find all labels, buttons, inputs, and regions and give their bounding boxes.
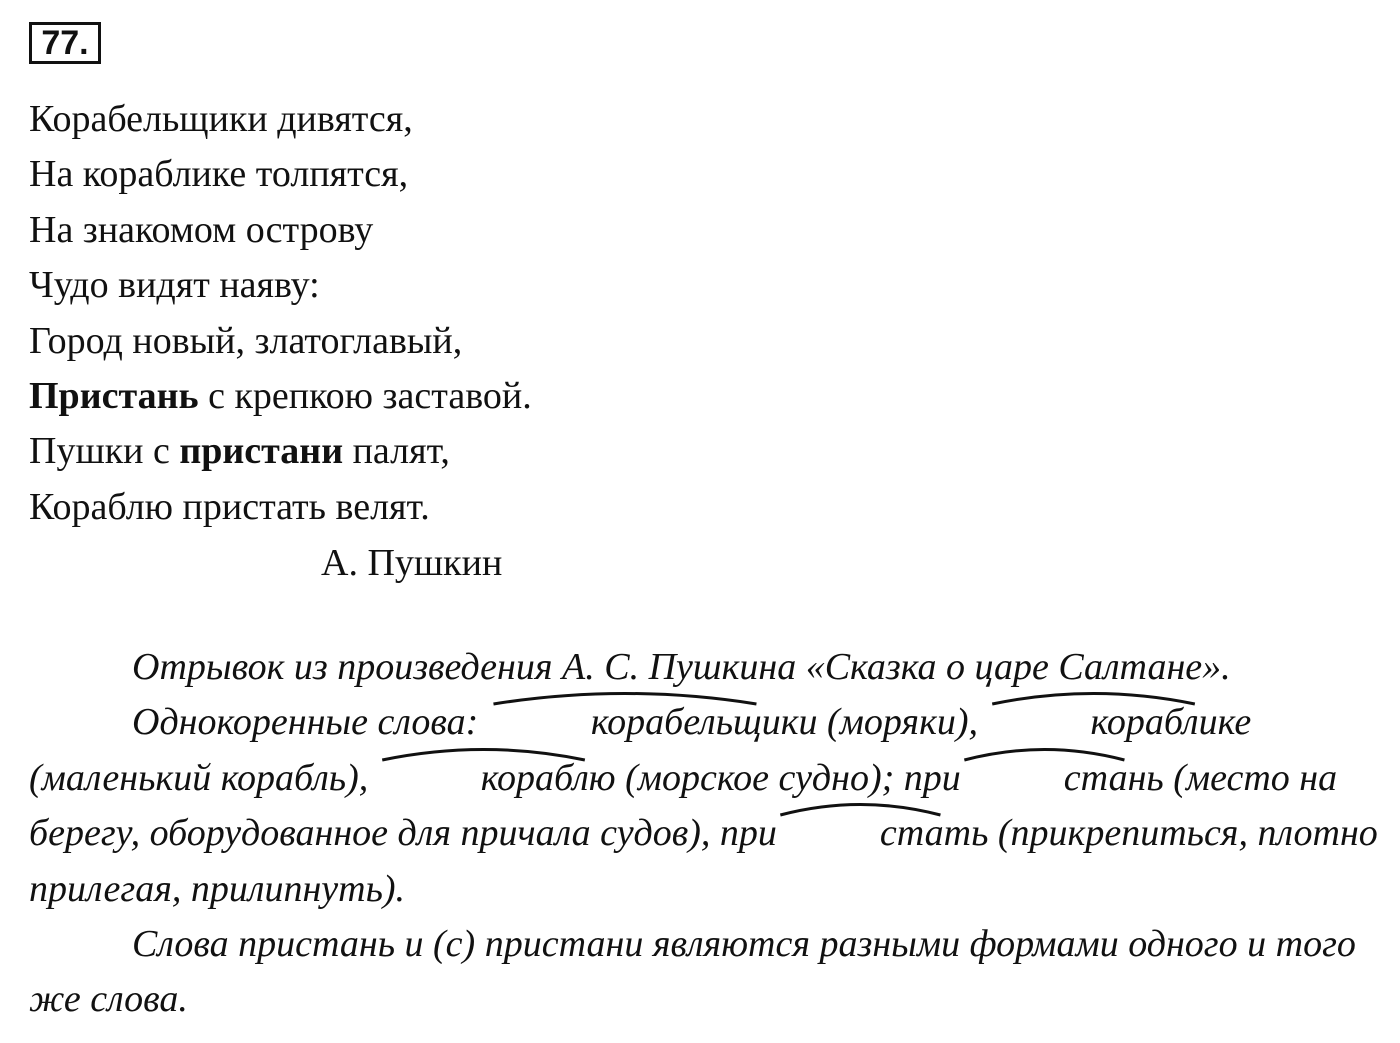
bold-word: пристани	[179, 430, 344, 473]
root-arc-icon	[988, 689, 1199, 705]
word-root	[961, 751, 1128, 806]
poem-line-text: Пушки с	[29, 430, 180, 473]
poem-author: А. Пушкин	[321, 542, 503, 584]
word-root	[777, 806, 944, 861]
poem-line	[29, 369, 532, 424]
poem	[29, 92, 532, 535]
root-arc-icon	[777, 800, 944, 816]
root-text: корабл	[1090, 701, 1199, 744]
poem-line: Чудо видят наяву:	[29, 264, 320, 307]
exercise-number: 77.	[29, 22, 101, 64]
text-segment: Однокоренные слова:	[132, 701, 488, 744]
text-segment: ики (моряки),	[761, 701, 988, 744]
word-root	[988, 695, 1199, 750]
poem-line: Корабельщики дивятся,	[29, 98, 413, 140]
commentary-paragraph: Слова пристань и (с) пристани являются разными формами одного и того же слова.	[29, 923, 1356, 1021]
root-arc-icon	[961, 745, 1128, 761]
root-text: ста	[1063, 756, 1128, 799]
commentary-paragraph	[29, 695, 1389, 917]
commentary-paragraph: Отрывок из произведения А. С. Пушкина «Сказка о царе Салтане».	[132, 646, 1231, 688]
poem-line-text: палят,	[343, 430, 450, 473]
poem-line	[29, 424, 532, 479]
poem-line: На знакомом острову	[29, 208, 374, 251]
poem-line: Город новый, златоглавый,	[29, 319, 463, 362]
root-text: корабельщ	[590, 701, 762, 744]
root-arc-icon	[378, 745, 589, 761]
bold-word: Пристань	[29, 374, 199, 417]
word-root	[378, 751, 589, 806]
root-text: ста	[879, 812, 944, 855]
text-segment: ть (прикрепиться, плотно прилегая, прилипнуть).	[29, 812, 1378, 910]
root-text: корабл	[480, 756, 589, 799]
text-segment: ике (маленький корабль),	[29, 701, 1252, 799]
poem-line-text: с крепкою заставой.	[198, 374, 532, 417]
word-root	[488, 695, 762, 750]
text-segment: нь (место на берегу, оборудованное для причала судов), при	[29, 756, 1338, 855]
root-arc-icon	[488, 689, 762, 705]
commentary	[29, 640, 1389, 1028]
poem-line: На кораблике толпятся,	[29, 153, 409, 196]
poem-line: Кораблю пристать велят.	[29, 485, 430, 528]
text-segment: ю (морское судно); при	[588, 756, 961, 799]
